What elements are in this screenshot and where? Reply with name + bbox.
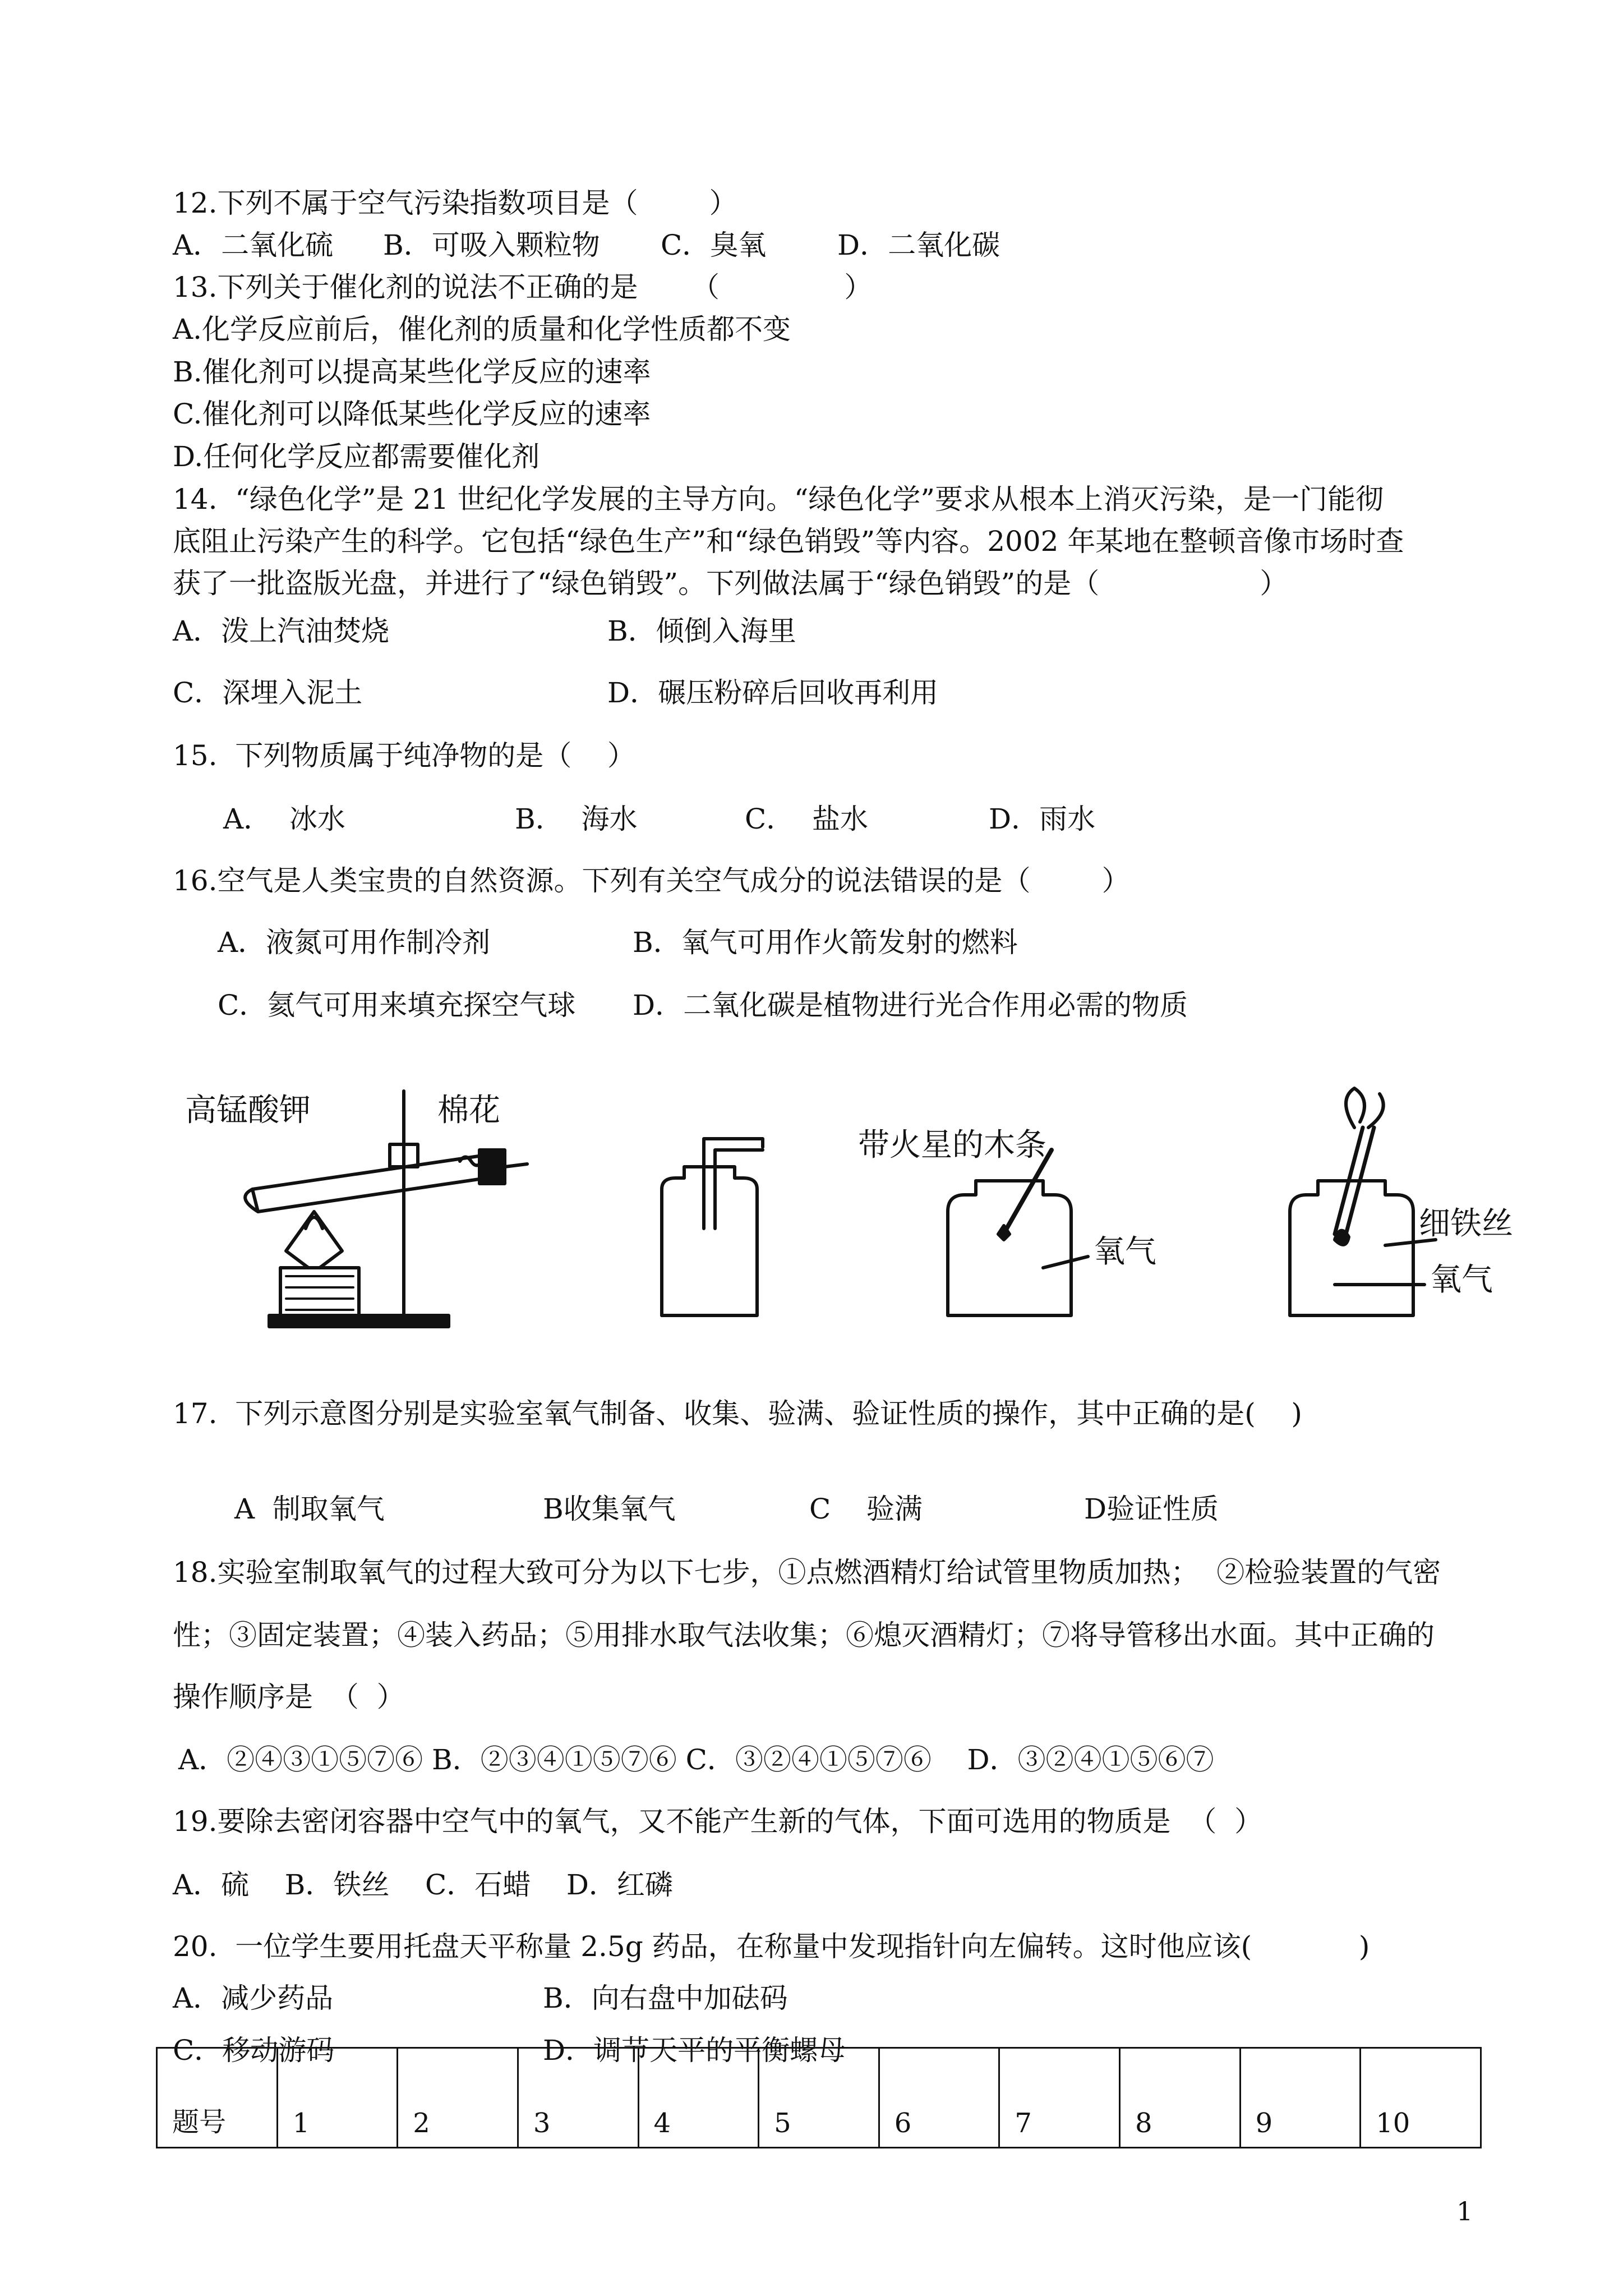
q14-option-b: B．倾倒入海里 <box>607 615 796 647</box>
q16-option-b: B．氧气可用作火箭发射的燃料 <box>633 926 1018 959</box>
q16-option-d: D．二氧化碳是植物进行光合作用必需的物质 <box>633 989 1188 1022</box>
q17-figures <box>168 1083 1514 1341</box>
q12-option-d: D．二氧化碳 <box>837 229 1000 261</box>
q15-stem: 15. 下列物质属于纯净物的是（ ） <box>173 739 635 772</box>
figure-c-bottle <box>948 1150 1088 1315</box>
q14-option-a: A．泼上汽油焚烧 <box>173 615 390 647</box>
q14-stem-line1: 14. “绿色化学”是 21 世纪化学发展的主导方向。“绿色化学”要求从根本上消灭污染，是一门能彻 <box>173 483 1384 516</box>
label-splint: 带火星的木条 <box>858 1127 1046 1163</box>
q15-option-c: C． 盐水 <box>745 803 869 835</box>
q13-option-d: D.任何化学反应都需要催化剂 <box>173 440 540 473</box>
q20-option-a: A．减少药品 <box>173 1982 334 2014</box>
q18-options: A．②④③①⑤⑦⑥ B．②③④①⑤⑦⑥ C．③②④①⑤⑦⑥ D．③②④①⑤⑥⑦ <box>178 1743 1214 1776</box>
answer-cell: 4 <box>638 2048 759 2148</box>
q12-option-b: B．可吸入颗粒物 <box>383 229 600 261</box>
answer-cell: 7 <box>999 2048 1120 2148</box>
q17-stem: 17. 下列示意图分别是实验室氧气制备、收集、验满、验证性质的操作，其中正确的是( ) <box>173 1397 1302 1430</box>
answer-cell: 2 <box>398 2048 518 2148</box>
answer-cell: 3 <box>518 2048 638 2148</box>
label-kmno4: 高锰酸钾 <box>185 1092 311 1129</box>
q16-stem: 16.空气是人类宝贵的自然资源。下列有关空气成分的说法错误的是（ ） <box>173 864 1130 897</box>
q19-stem: 19.要除去密闭容器中空气中的氧气，又不能产生新的气体，下面可选用的物质是 （ ） <box>173 1805 1263 1838</box>
figure-b-bottle <box>662 1139 763 1315</box>
q18-stem-line1: 18.实验室制取氧气的过程大致可分为以下七步，①点燃酒精灯给试管里物质加热； ②检验装置的气密 <box>173 1556 1441 1589</box>
q20-option-c: C．移动游码 <box>173 2034 335 2067</box>
q17-option-d: D验证性质 <box>1084 1493 1219 1525</box>
answer-table-row <box>157 2048 1481 2148</box>
q13-option-c: C.催化剂可以降低某些化学反应的速率 <box>173 398 651 430</box>
q16-option-a: A．液氮可用作制冷剂 <box>218 926 491 959</box>
q20-stem: 20. 一位学生要用托盘天平称量 2.5g 药品，在称量中发现指针向左偏转。这时他应该( ) <box>173 1930 1370 1963</box>
answer-table <box>156 2047 1482 2148</box>
q17-option-a: A 制取氧气 <box>234 1493 385 1525</box>
q19-options: A．硫 B．铁丝 C．石蜡 D．红磷 <box>173 1869 673 1901</box>
q13-option-a: A.化学反应前后，催化剂的质量和化学性质都不变 <box>173 313 791 346</box>
answer-cell: 9 <box>1240 2048 1361 2148</box>
answer-cell: 5 <box>759 2048 879 2148</box>
q14-option-c: C．深埋入泥土 <box>173 677 363 709</box>
q20-option-d: D．调节天平的平衡螺母 <box>543 2034 846 2067</box>
answer-table-header: 题号 <box>157 2048 278 2148</box>
q15-option-b: B． 海水 <box>515 803 638 835</box>
q17-option-c: C 验满 <box>809 1493 923 1525</box>
q20-option-b: B．向右盘中加砝码 <box>543 1982 788 2014</box>
q16-option-c: C．氦气可用来填充探空气球 <box>218 989 576 1022</box>
q15-option-a: A． 冰水 <box>223 803 345 835</box>
q12-option-c: C．臭氧 <box>661 229 767 261</box>
q14-option-d: D．碾压粉碎后回收再利用 <box>607 677 939 709</box>
page-number: 1 <box>1456 2196 1473 2226</box>
q12-option-a: A．二氧化硫 <box>173 229 334 261</box>
label-oxygen-c: 氧气 <box>1094 1234 1156 1270</box>
q18-stem-line3: 操作顺序是 （ ） <box>173 1681 405 1713</box>
q17-option-b: B收集氧气 <box>543 1493 676 1525</box>
answer-cell: 6 <box>879 2048 999 2148</box>
figure-d-bottle <box>1290 1088 1436 1315</box>
q14-stem-line2: 底阻止污染产生的科学。它包括“绿色生产”和“绿色销毁”等内容。2002 年某地在整顿音像市场时查 <box>173 525 1404 558</box>
label-oxygen-d: 氧气 <box>1430 1262 1493 1298</box>
label-iron-wire: 细铁丝 <box>1419 1205 1513 1242</box>
answer-cell: 10 <box>1361 2048 1481 2148</box>
answer-cell: 1 <box>277 2048 398 2148</box>
q15-option-d: D．雨水 <box>989 803 1096 835</box>
q12-stem: 12.下列不属于空气污染指数项目是（ ） <box>173 187 737 219</box>
answer-cell: 8 <box>1120 2048 1241 2148</box>
label-cotton: 棉花 <box>437 1092 500 1129</box>
q14-stem-line3: 获了一批盗版光盘，并进行了“绿色销毁”。下列做法属于“绿色销毁”的是（ ） <box>173 567 1288 600</box>
q18-stem-line2: 性；③固定装置；④装入药品；⑤用排水取气法收集；⑥熄灭酒精灯；⑦将导管移出水面。其中正确的 <box>173 1619 1435 1651</box>
q13-option-b: B.催化剂可以提高某些化学反应的速率 <box>173 356 651 388</box>
q13-stem: 13.下列关于催化剂的说法不正确的是 （ ） <box>173 271 873 303</box>
